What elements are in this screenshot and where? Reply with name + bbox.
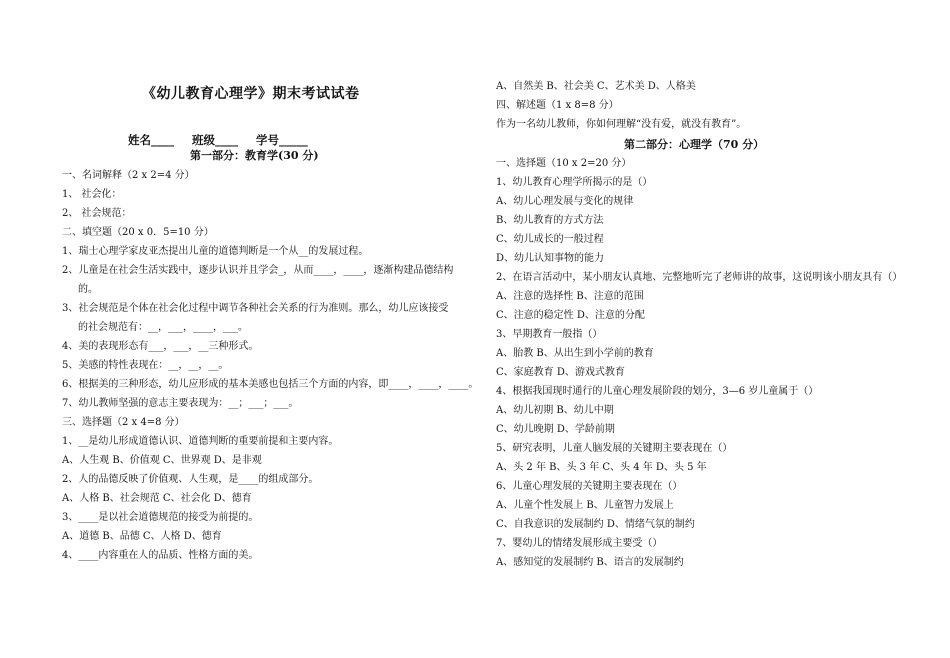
answer-options: A、道德 B、品德 C、人格 D、德育 (62, 531, 222, 542)
question-line: 3、社会规范是个体在社会化过程中调节各种社会关系的行为准则。那么，幼儿应该接受 (62, 303, 449, 314)
part2-heading: 第二部分：心理学（70 分） (624, 138, 765, 151)
question-line: 2、儿童是在社会生活实践中，逐步认识并且学会_，从而____，____，逐渐构建品德结构 (62, 265, 454, 276)
question-line-continued: 的社会规范有：__，___，____，___。 (78, 322, 248, 333)
question-line-continued: 的。 (78, 284, 98, 295)
answer-options: A、自然美 B、社会美 C、艺术美 D、人格美 (496, 81, 696, 92)
part1-heading: 第一部分：教育学(30 分) (190, 149, 319, 162)
answer-options: C、家庭教育 D、游戏式教育 (496, 367, 625, 378)
answer-option: A、幼儿心理发展与变化的规律 (496, 196, 634, 207)
answer-options: A、幼儿初期 B、幼儿中期 (496, 405, 614, 416)
question-line: 2、在语言活动中，某小朋友认真地、完整地听完了老师讲的故事，这说明该小朋友具有（） (496, 272, 903, 283)
section-heading: 一、选择题（10 x 2=20 分） (496, 158, 632, 169)
answer-options: A、人格 B、社会规范 C、社会化 D、德育 (62, 493, 252, 504)
answer-option: C、幼儿成长的一般过程 (496, 234, 604, 245)
class-field-label: 班级____ (192, 133, 239, 147)
question-line: 7、幼儿教师坚强的意志主要表现为：__；___；___。 (62, 398, 299, 409)
question-line: 1、 社会化： (62, 189, 122, 200)
question-line: 4、美的表现形态有___，___，__三种形式。 (62, 341, 259, 352)
answer-options: A、儿童个性发展上 B、儿童智力发展上 (496, 500, 674, 511)
question-line: 4、____内容重在人的品质、性格方面的美。 (62, 550, 259, 561)
name-field-label: 姓名____ (128, 133, 174, 147)
answer-option: D、幼儿认知事物的能力 (496, 253, 605, 264)
answer-option: B、幼儿教育的方式方法 (496, 215, 604, 226)
answer-options: A、人生观 B、价值观 C、世界观 D、是非观 (62, 455, 262, 466)
question-line: 2、 社会规范： (62, 208, 132, 219)
question-line: 1、__是幼儿形成道德认识、道德判断的重要前提和主要内容。 (62, 436, 339, 447)
section-heading: 四、解述题（1 x 8=8 分） (496, 100, 619, 111)
question-line: 7、婴幼儿的情绪发展形成主要受（） (496, 538, 663, 549)
answer-options: A、胎教 B、从出生到小学前的教育 (496, 348, 654, 359)
question-line: 1、幼儿教育心理学所揭示的是（） (496, 177, 653, 188)
section-heading: 一、名词解释（2 x 2=4 分） (62, 170, 195, 181)
answer-options: A、头 2 年 B、头 3 年 C、头 4 年 D、头 5 年 (496, 462, 707, 473)
answer-options: A、注意的选择性 B、注意的范围 (496, 291, 644, 302)
question-line: 3、____是以社会道德规范的接受为前提的。 (62, 512, 259, 523)
question-line: 3、早期教育一般指（） (496, 329, 603, 340)
question-line: 2、人的品德反映了价值观、人生观，是____的组成部分。 (62, 474, 319, 485)
answer-options: A、感知觉的发展制约 B、语言的发展制约 (496, 557, 684, 568)
section-heading: 二、填空题（20 x 0．5=10 分） (62, 227, 214, 238)
question-line: 作为一名幼儿教师，你如何理解“没有爱，就没有教育”。 (496, 119, 747, 130)
section-heading: 三、选择题（2 x 4=8 分） (62, 417, 185, 428)
question-line: 6、儿童心理发展的关键期主要表现在（） (496, 481, 683, 492)
question-line: 5、研究表明，儿童人脑发展的关键期主要表现在（） (496, 443, 733, 454)
answer-options: C、幼儿晚期 D、学龄前期 (496, 424, 615, 435)
exam-title: 《幼儿教育心理学》期末考试试卷 (142, 86, 360, 102)
question-line: 4、根据我国现时通行的儿童心理发展阶段的划分，3—6 岁儿童属于（） (496, 386, 819, 397)
student-info (128, 134, 308, 147)
question-line: 1、瑞士心理学家皮亚杰提出儿童的道德判断是一个从__的发展过程。 (62, 246, 369, 257)
question-line: 6、根据美的三种形态，幼儿应形成的基本美感也包括三个方面的内容，即____，____，____。 (62, 379, 479, 390)
answer-options: C、注意的稳定性 D、注意的分配 (496, 310, 645, 321)
answer-options: C、自我意识的发展制约 D、情绪气氛的制约 (496, 519, 695, 530)
question-line: 5、美感的特性表现在：__，__，__。 (62, 360, 229, 371)
id-field-label: 学号_____ (256, 133, 308, 147)
